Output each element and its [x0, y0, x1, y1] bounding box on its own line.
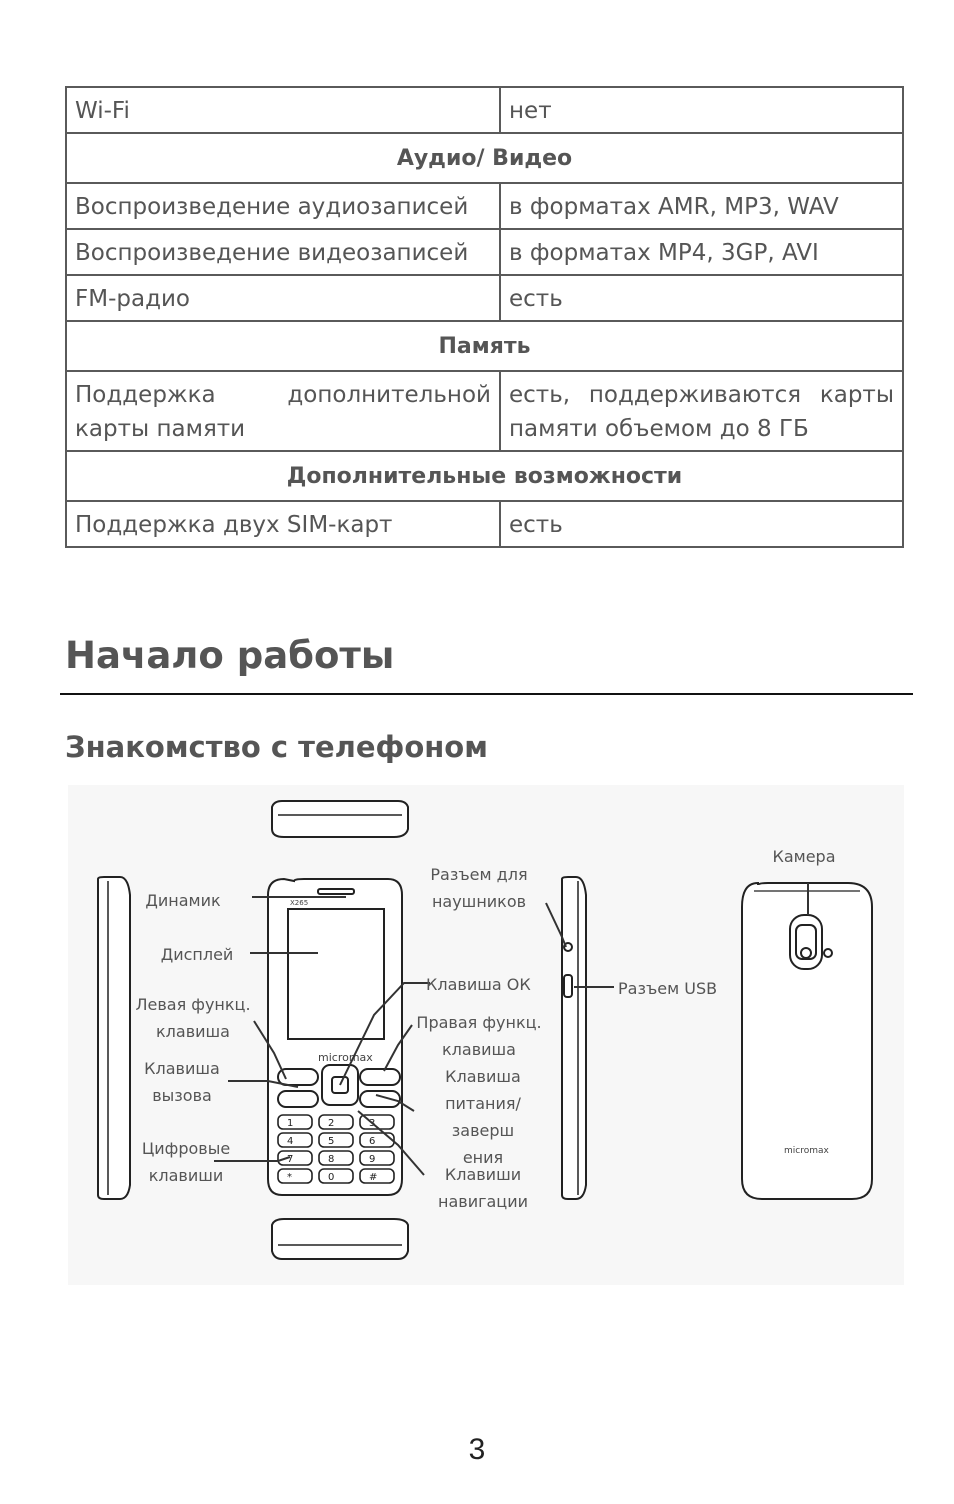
keypad-key-label: 6 [369, 1136, 376, 1147]
spec-value-part: есть, поддерживаются карты [509, 382, 894, 408]
table-row [66, 87, 903, 133]
keypad-key-label: # [369, 1172, 378, 1183]
spec-value-part: памяти объемом до 8 ГБ [509, 416, 809, 442]
phone-diagram [68, 785, 904, 1285]
table-row [66, 229, 903, 275]
title-divider [60, 693, 913, 695]
table-section-row [66, 133, 903, 183]
keypad-key-label: 2 [328, 1118, 335, 1129]
keypad-key-label: 4 [287, 1136, 294, 1147]
right-soft-key [360, 1069, 400, 1085]
keypad-key-label: 3 [369, 1118, 376, 1129]
table-section-row [66, 451, 903, 501]
table-row [66, 183, 903, 229]
spec-value [500, 371, 903, 451]
keypad-key [278, 1133, 312, 1147]
spec-value: есть [500, 501, 903, 547]
spec-label-part: Поддержка [75, 382, 216, 408]
page-title: Начало работы [65, 634, 395, 677]
spec-label-part: карты памяти [75, 416, 246, 442]
label-left-soft-key: Левая функц. клавиша [135, 995, 251, 1041]
keypad-key-label: 7 [287, 1154, 294, 1165]
spec-label: Воспроизведение видеозаписей [66, 229, 500, 275]
screen [288, 909, 384, 1039]
specifications-table [65, 86, 904, 548]
speaker-slot [318, 889, 354, 894]
keypad-key [319, 1115, 353, 1129]
section-heading: Память [66, 321, 903, 371]
spec-value: есть [500, 275, 903, 321]
brand-back: micromax [784, 1146, 829, 1156]
keypad-key-label: 5 [328, 1136, 335, 1147]
label-usb-port: Разъем USB [618, 979, 718, 998]
spec-value: в форматах MP4, 3GP, AVI [500, 229, 903, 275]
label-display: Дисплей [160, 945, 234, 964]
call-key [278, 1091, 318, 1107]
label-call-key: Клавиша вызова [144, 1059, 220, 1105]
table-section-row [66, 321, 903, 371]
label-right-soft-key: Правая функц. клавиша [416, 1013, 542, 1059]
keypad-key [360, 1133, 394, 1147]
table-row [66, 275, 903, 321]
keypad-key-label: 8 [328, 1154, 335, 1165]
spec-label: Воспроизведение аудиозаписей [66, 183, 500, 229]
brand-front: micromax [318, 1051, 373, 1064]
spec-value: нет [500, 87, 903, 133]
flash [824, 949, 832, 957]
spec-label: Wi-Fi [66, 87, 500, 133]
keypad-key [319, 1151, 353, 1165]
keypad-key [360, 1151, 394, 1165]
keypad-key-label: 1 [287, 1118, 294, 1129]
keypad-key [278, 1151, 312, 1165]
page-number: 3 [468, 1433, 486, 1466]
label-headphone-jack: Разъем для наушников [430, 865, 528, 911]
label-ok-key: Клавиша ОК [426, 975, 531, 994]
label-nav-keys: Клавиши навигации [438, 1165, 528, 1211]
label-digit-keys: Цифровые клавиши [141, 1139, 231, 1185]
spec-label [66, 371, 500, 451]
keypad-key [319, 1169, 353, 1183]
phone-top-view [272, 801, 408, 837]
keypad-key-label: * [287, 1172, 292, 1183]
phone-left-side [98, 877, 130, 1199]
label-speaker: Динамик [145, 891, 221, 910]
section-heading: Аудио/ Видео [66, 133, 903, 183]
section-title: Знакомство с телефоном [65, 730, 488, 764]
spec-label: Поддержка двух SIM-карт [66, 501, 500, 547]
keypad-key [278, 1115, 312, 1129]
keypad-key [319, 1133, 353, 1147]
phone-right-side [562, 877, 586, 1199]
keypad-key-label: 0 [328, 1172, 335, 1183]
spec-label: FM-радио [66, 275, 500, 321]
usb-port [564, 975, 572, 997]
table-row [66, 501, 903, 547]
phone-bottom-view [272, 1219, 408, 1259]
model-label: X265 [290, 899, 309, 907]
label-power-key: Клавиша питания/ заверш ения [445, 1067, 521, 1167]
label-camera: Камера [772, 847, 836, 866]
keypad-key [278, 1169, 312, 1183]
spec-label-part: дополнительной [287, 382, 491, 408]
camera-lens [801, 948, 811, 958]
spec-value: в форматах AMR, MP3, WAV [500, 183, 903, 229]
section-heading: Дополнительные возможности [66, 451, 903, 501]
keypad-key-label: 9 [369, 1154, 376, 1165]
table-row [66, 371, 903, 451]
